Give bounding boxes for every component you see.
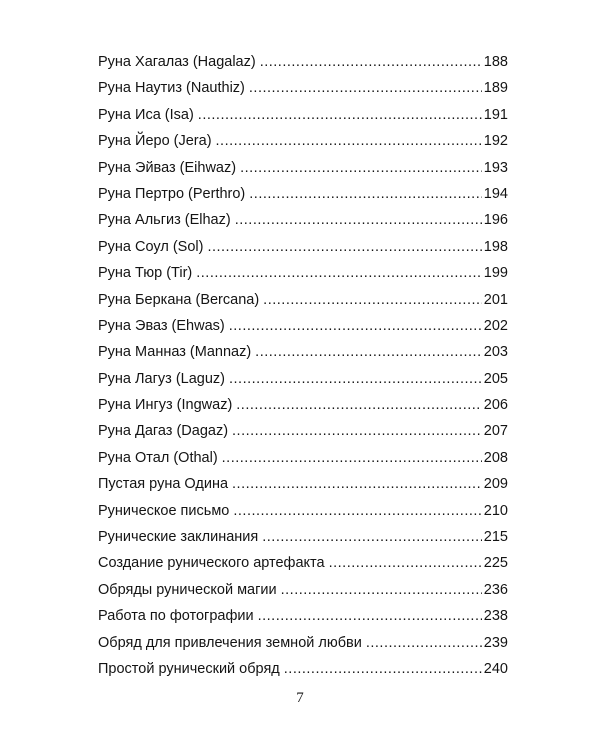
dot-leader (233, 503, 481, 519)
toc-entry-page: 192 (483, 133, 508, 150)
toc-entry-title: Руна Эйваз (Eihwaz) (98, 159, 237, 176)
toc-entry (98, 344, 508, 370)
dot-leader (366, 635, 482, 651)
toc-entry-page: 201 (483, 291, 508, 308)
toc-entry-page: 191 (483, 106, 508, 123)
toc-entry-page: 199 (483, 265, 508, 282)
toc-entry (98, 635, 508, 661)
dot-leader (249, 186, 482, 202)
dot-leader (232, 423, 482, 439)
toc-entry-title: Руна Тюр (Tir) (98, 265, 193, 282)
dot-leader (260, 54, 482, 70)
toc-entry-title: Руна Дагаз (Dagaz) (98, 423, 229, 440)
toc-entry (98, 503, 508, 529)
toc-entry (98, 80, 508, 106)
dot-leader (229, 371, 482, 387)
toc-entry-page: 205 (483, 370, 508, 387)
toc-entry-title: Руна Беркана (Bercana) (98, 291, 260, 308)
toc-entry (98, 107, 508, 133)
toc-entry-title: Руна Отал (Othal) (98, 449, 218, 466)
toc-entry-title: Рунические заклинания (98, 529, 259, 546)
toc-entry-title: Пустая руна Одина (98, 476, 229, 493)
toc-entry-page: 206 (483, 397, 508, 414)
toc-entry-page: 189 (483, 80, 508, 97)
toc-entry-page: 239 (483, 634, 508, 651)
toc-entry (98, 133, 508, 159)
dot-leader (258, 608, 482, 624)
dot-leader (262, 529, 482, 545)
toc-entry (98, 160, 508, 186)
table-of-contents (98, 54, 508, 687)
toc-entry-page: 240 (483, 660, 508, 677)
toc-entry-page: 238 (483, 608, 508, 625)
dot-leader (240, 160, 482, 176)
toc-entry (98, 265, 508, 291)
toc-entry (98, 608, 508, 634)
toc-entry (98, 450, 508, 476)
toc-entry-page: 236 (483, 581, 508, 598)
toc-entry-title: Обряды рунической магии (98, 581, 277, 598)
toc-entry-page: 202 (483, 317, 508, 334)
toc-entry-page: 209 (483, 476, 508, 493)
dot-leader (249, 80, 482, 96)
toc-entry-title: Руна Соул (Sol) (98, 238, 204, 255)
toc-entry-page: 210 (483, 502, 508, 519)
toc-entry-title: Обряд для привлечения земной любви (98, 634, 362, 651)
toc-entry-title: Руна Ингуз (Ingwaz) (98, 397, 233, 414)
toc-entry-title: Руна Лагуз (Laguz) (98, 370, 225, 387)
toc-entry (98, 292, 508, 318)
page-number: 7 (296, 690, 304, 706)
toc-entry-page: 208 (483, 449, 508, 466)
toc-entry-title: Руна Манназ (Mannaz) (98, 344, 252, 361)
dot-leader (216, 133, 482, 149)
toc-entry-title: Руническое письмо (98, 502, 230, 519)
toc-entry (98, 371, 508, 397)
dot-leader (236, 397, 482, 413)
toc-entry-page: 196 (483, 212, 508, 229)
toc-entry-page: 215 (483, 529, 508, 546)
dot-leader (232, 476, 482, 492)
toc-entry-page: 225 (483, 555, 508, 572)
dot-leader (255, 344, 482, 360)
toc-entry-title: Руна Иса (Isa) (98, 106, 194, 123)
toc-entry-page: 198 (483, 238, 508, 255)
toc-entry (98, 186, 508, 212)
toc-entry-page: 203 (483, 344, 508, 361)
toc-entry-title: Руна Йеро (Jera) (98, 133, 212, 150)
dot-leader (207, 239, 481, 255)
dot-leader (229, 318, 482, 334)
toc-entry-title: Работа по фотографии (98, 608, 254, 625)
dot-leader (196, 265, 482, 281)
toc-entry (98, 397, 508, 423)
toc-entry-page: 193 (483, 159, 508, 176)
toc-entry (98, 555, 508, 581)
toc-entry (98, 318, 508, 344)
toc-entry-title: Руна Альгиз (Elhaz) (98, 212, 231, 229)
toc-entry (98, 476, 508, 502)
toc-entry-title: Руна Эваз (Ehwas) (98, 317, 225, 334)
dot-leader (329, 555, 482, 571)
toc-entry (98, 212, 508, 238)
dot-leader (281, 582, 482, 598)
toc-entry (98, 423, 508, 449)
toc-entry (98, 239, 508, 265)
dot-leader (198, 107, 482, 123)
toc-entry-title: Руна Хагалаз (Hagalaz) (98, 54, 256, 70)
toc-entry (98, 529, 508, 555)
toc-entry (98, 661, 508, 687)
toc-entry-page: 194 (483, 185, 508, 202)
toc-entry-page: 207 (483, 423, 508, 440)
dot-leader (284, 661, 482, 677)
toc-entry (98, 54, 508, 80)
dot-leader (263, 292, 482, 308)
toc-entry-title: Руна Пертро (Perthro) (98, 185, 246, 202)
dot-leader (222, 450, 482, 466)
toc-entry-title: Простой рунический обряд (98, 660, 280, 677)
dot-leader (235, 212, 482, 228)
toc-entry-title: Создание рунического артефакта (98, 555, 325, 572)
toc-entry-title: Руна Наутиз (Nauthiz) (98, 80, 245, 97)
toc-entry (98, 582, 508, 608)
toc-entry-page: 188 (483, 54, 508, 70)
